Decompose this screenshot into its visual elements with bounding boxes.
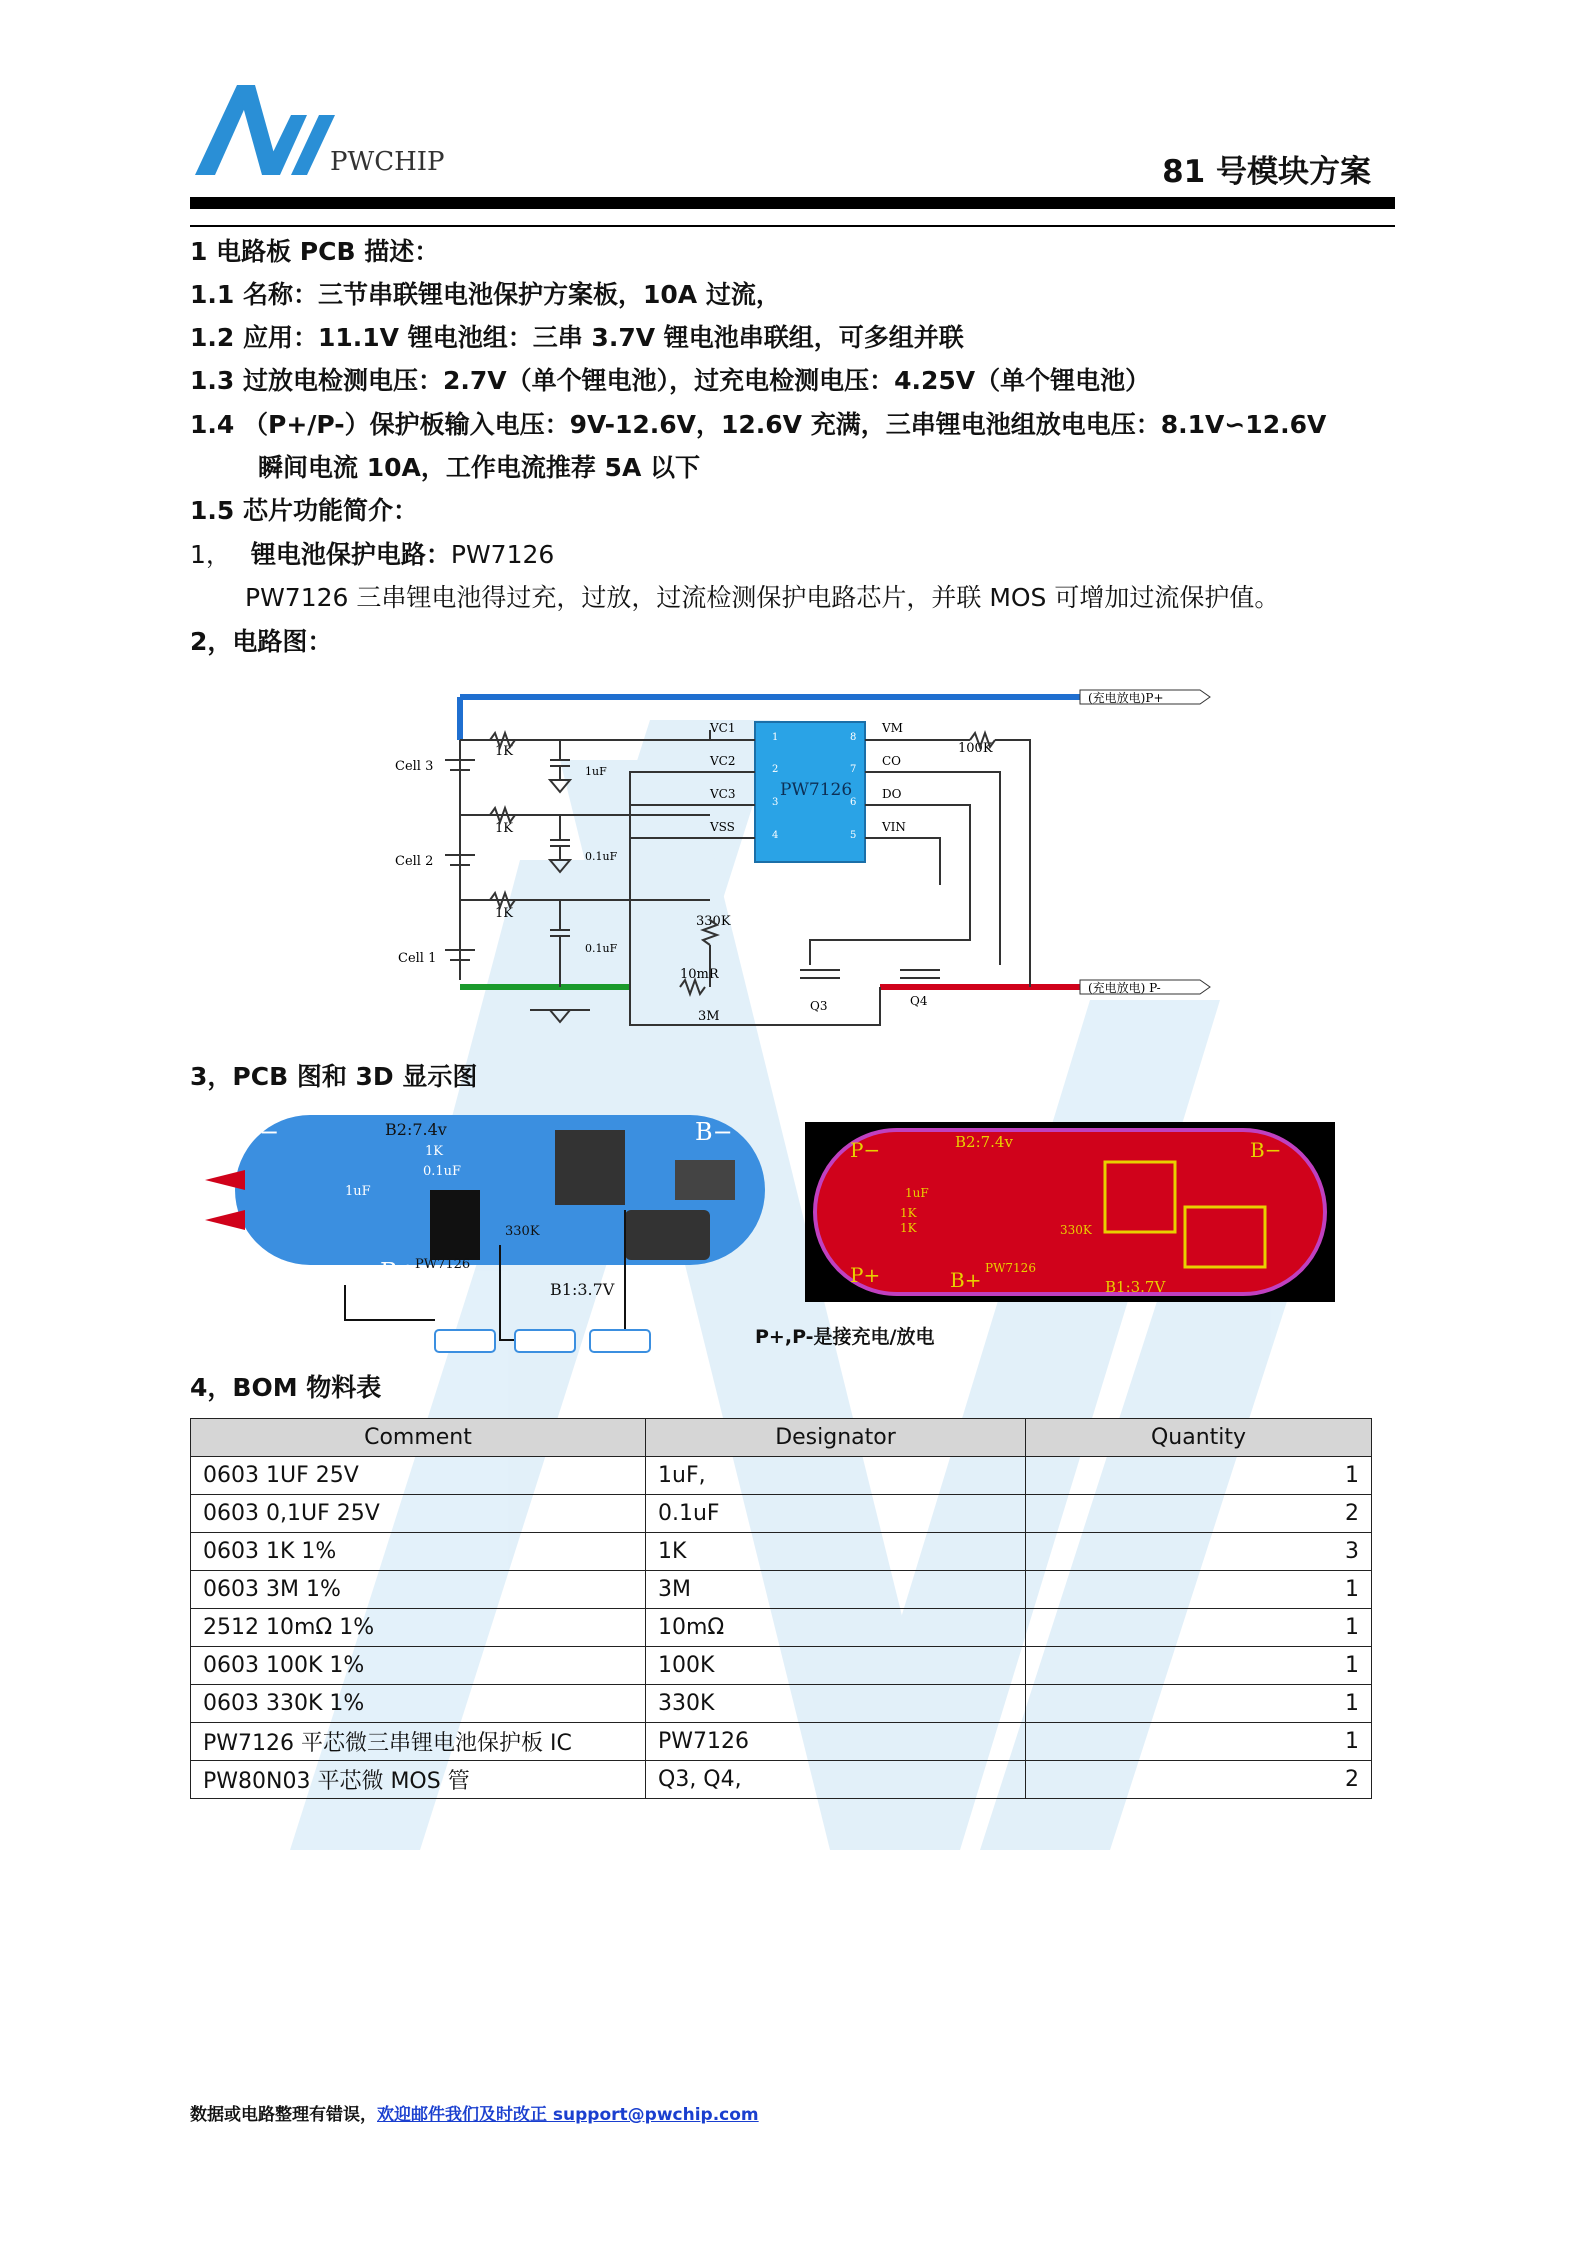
- section-1-3: 1.3 过放电检测电压：2.7V（单个锂电池），过充电检测电压：4.25V（单个锂电池）: [190, 366, 1151, 395]
- pin-vss-label: VSS: [710, 820, 735, 834]
- pin-4: 4: [772, 830, 779, 841]
- header-rule-thin: [190, 225, 1395, 227]
- brand-logo: [195, 75, 455, 185]
- section-1-heading: 1 电路板 PCB 描述：: [190, 237, 440, 266]
- pin-vin-label: VIN: [882, 820, 906, 834]
- item-1-label: 锂电池保护电路：: [250, 540, 451, 569]
- layout-b-minus: B−: [1250, 1138, 1282, 1162]
- bom-quantity: 1: [1026, 1723, 1372, 1761]
- r1-label: 1K: [495, 744, 513, 759]
- bom-col-comment: Comment: [191, 1419, 646, 1457]
- bom-comment: 0603 0,1UF 25V: [191, 1495, 646, 1533]
- bom-quantity: 1: [1026, 1457, 1372, 1495]
- bom-comment: 0603 3M 1%: [191, 1571, 646, 1609]
- bom-quantity: 1: [1026, 1571, 1372, 1609]
- pin-do-label: DO: [882, 787, 902, 801]
- pin-co-label: CO: [882, 754, 902, 768]
- pcb-top-view: [195, 1110, 795, 1360]
- bom-col-designator: Designator: [646, 1419, 1026, 1457]
- bom-comment: 2512 10mΩ 1%: [191, 1609, 646, 1647]
- bom-designator: Q3, Q4,: [646, 1761, 1026, 1799]
- section-1-4-cont: 瞬间电流 10A，工作电流推荐 5A 以下: [258, 453, 700, 482]
- pcb-b-minus: B−: [695, 1118, 733, 1146]
- battery-2-icon: [515, 1330, 575, 1352]
- table-row: [191, 1723, 1372, 1761]
- terminal-p-plus-label: (充电放电)P+: [1088, 691, 1164, 705]
- bom-comment: PW80N03 平芯微 MOS 管: [191, 1761, 646, 1799]
- bom-col-quantity: Quantity: [1026, 1419, 1372, 1457]
- r10m-body: [675, 1160, 735, 1200]
- table-row: [191, 1571, 1372, 1609]
- layout-r330k-label: 330K: [1060, 1223, 1092, 1237]
- table-row: [191, 1457, 1372, 1495]
- pcb-c01-label: 0.1uF: [423, 1164, 462, 1179]
- r10mr-label: 10mR: [680, 967, 719, 982]
- pcb-r1k-label: 1K: [425, 1144, 443, 1159]
- bom-designator: 0.1uF: [646, 1495, 1026, 1533]
- bom-comment: 0603 330K 1%: [191, 1685, 646, 1723]
- item-1-num: 1，: [190, 540, 231, 569]
- pcb-b-plus: B+: [380, 1258, 418, 1286]
- bom-quantity: 1: [1026, 1685, 1372, 1723]
- pcb-note: P+,P-是接充电/放电: [755, 1326, 935, 1348]
- bom-designator: 3M: [646, 1571, 1026, 1609]
- table-row: [191, 1495, 1372, 1533]
- section-3-heading: 3，PCB 图和 3D 显示图: [190, 1062, 478, 1091]
- pcb-b1-label: B1:3.7V: [550, 1280, 615, 1299]
- pcb-r330k-label: 330K: [505, 1224, 540, 1239]
- layout-p-plus: P+: [850, 1263, 881, 1287]
- cell-2-label: Cell 2: [395, 854, 434, 869]
- chip-label: PW7126: [780, 780, 853, 800]
- pin-2: 2: [772, 764, 779, 775]
- r3-label: 1K: [495, 906, 513, 921]
- mosfet-q3-body: [625, 1210, 710, 1260]
- cell-1-label: Cell 1: [398, 951, 437, 966]
- bom-quantity: 2: [1026, 1495, 1372, 1533]
- bom-comment: 0603 1UF 25V: [191, 1457, 646, 1495]
- bom-designator: 10mΩ: [646, 1609, 1026, 1647]
- header-rule: [190, 197, 1395, 209]
- pin-3: 3: [772, 797, 779, 808]
- table-row: [191, 1609, 1372, 1647]
- pcb-layout-board: [815, 1130, 1325, 1294]
- pcb-chip-label: PW7126: [415, 1257, 471, 1272]
- r100k-label: 100K: [958, 741, 993, 756]
- c2-label: 0.1uF: [585, 850, 618, 863]
- item-1-desc: PW7126 三串锂电池得过充，过放，过流检测保护电路芯片，并联 MOS 可增加过流保护值。: [245, 583, 1280, 612]
- pin-1: 1: [772, 732, 779, 743]
- pcb-p-minus: P−: [243, 1118, 280, 1146]
- section-1-4: 1.4 （P+/P-）保护板输入电压：9V-12.6V，12.6V 充满，三串锂电池组放电电压：8.1V∽12.6V: [190, 410, 1327, 439]
- r2-label: 1K: [495, 821, 513, 836]
- pin-8: 8: [850, 732, 857, 743]
- pin-vc3-label: VC3: [710, 787, 736, 801]
- layout-1k-b: 1K: [900, 1221, 917, 1235]
- table-row: [191, 1647, 1372, 1685]
- r3m-label: 3M: [698, 1009, 720, 1024]
- bom-designator: 330K: [646, 1685, 1026, 1723]
- table-row: [191, 1761, 1372, 1799]
- layout-p-minus: P−: [850, 1138, 881, 1162]
- pcb-c1u-label: 1uF: [345, 1184, 371, 1199]
- bom-comment: PW7126 平芯微三串锂电池保护板 IC: [191, 1723, 646, 1761]
- r330k-label: 330K: [696, 914, 731, 929]
- c1-label: 1uF: [585, 765, 607, 778]
- bom-header-row: [191, 1419, 1372, 1457]
- item-1-value: PW7126: [450, 540, 555, 569]
- bom-designator: 1K: [646, 1533, 1026, 1571]
- footer-support-link[interactable]: 欢迎邮件我们及时改正 support@pwchip.com: [377, 2105, 759, 2125]
- terminal-p-minus-label: (充电放电) P-: [1088, 981, 1161, 995]
- table-row: [191, 1533, 1372, 1571]
- c3-label: 0.1uF: [585, 942, 618, 955]
- pin-7: 7: [850, 764, 857, 775]
- layout-chip-label: PW7126: [985, 1261, 1036, 1275]
- section-2-heading: 2，电路图：: [190, 627, 333, 656]
- bom-quantity: 2: [1026, 1761, 1372, 1799]
- bom-quantity: 1: [1026, 1647, 1372, 1685]
- pcb-p-plus: P+: [243, 1253, 280, 1281]
- pin-5: 5: [850, 830, 857, 841]
- section-4-heading: 4，BOM 物料表: [190, 1373, 382, 1402]
- pin-vm-label: VM: [882, 721, 903, 735]
- pin-vc1-label: VC1: [710, 721, 736, 735]
- q3-label: Q3: [810, 999, 828, 1013]
- table-row: [191, 1685, 1372, 1723]
- footer-text: 数据或电路整理有错误，: [190, 2105, 377, 2125]
- logo-text: PWCHIP: [330, 147, 445, 177]
- section-1-2: 1.2 应用：11.1V 锂电池组：三串 3.7V 锂电池串联组，可多组并联: [190, 323, 964, 352]
- footer: [190, 2100, 759, 2125]
- layout-c1u-label: 1uF: [905, 1186, 929, 1200]
- pw7126-ic: [430, 1190, 480, 1260]
- layout-b1-label: B1:3.7V: [1105, 1278, 1166, 1296]
- layout-b-plus: B+: [950, 1268, 982, 1292]
- battery-1-icon: [435, 1330, 495, 1352]
- item-1: [190, 535, 554, 571]
- page-title: 81 号模块方案: [1162, 154, 1371, 190]
- battery-3-icon: [590, 1330, 650, 1352]
- section-1-1: 1.1 名称：三节串联锂电池保护方案板，10A 过流，: [190, 280, 781, 309]
- layout-1k-a: 1K: [900, 1206, 917, 1220]
- bom-quantity: 1: [1026, 1609, 1372, 1647]
- q4-label: Q4: [910, 994, 928, 1008]
- bom-table: [190, 1418, 1372, 1799]
- pin-6: 6: [850, 797, 857, 808]
- cell-3-label: Cell 3: [395, 759, 434, 774]
- mosfet-q4-body: [555, 1130, 625, 1205]
- bom-designator: PW7126: [646, 1723, 1026, 1761]
- pcb-b2-label: B2:7.4v: [385, 1120, 447, 1139]
- bom-comment: 0603 1K 1%: [191, 1533, 646, 1571]
- bom-comment: 0603 100K 1%: [191, 1647, 646, 1685]
- bom-designator: 1uF,: [646, 1457, 1026, 1495]
- circuit-schematic: [380, 680, 1260, 1040]
- layout-b2-label: B2:7.4v: [955, 1133, 1013, 1151]
- pin-vc2-label: VC2: [710, 754, 736, 768]
- section-1-5: 1.5 芯片功能简介：: [190, 496, 418, 525]
- bom-designator: 100K: [646, 1647, 1026, 1685]
- pcb-layout-view: [805, 1122, 1335, 1302]
- bom-quantity: 3: [1026, 1533, 1372, 1571]
